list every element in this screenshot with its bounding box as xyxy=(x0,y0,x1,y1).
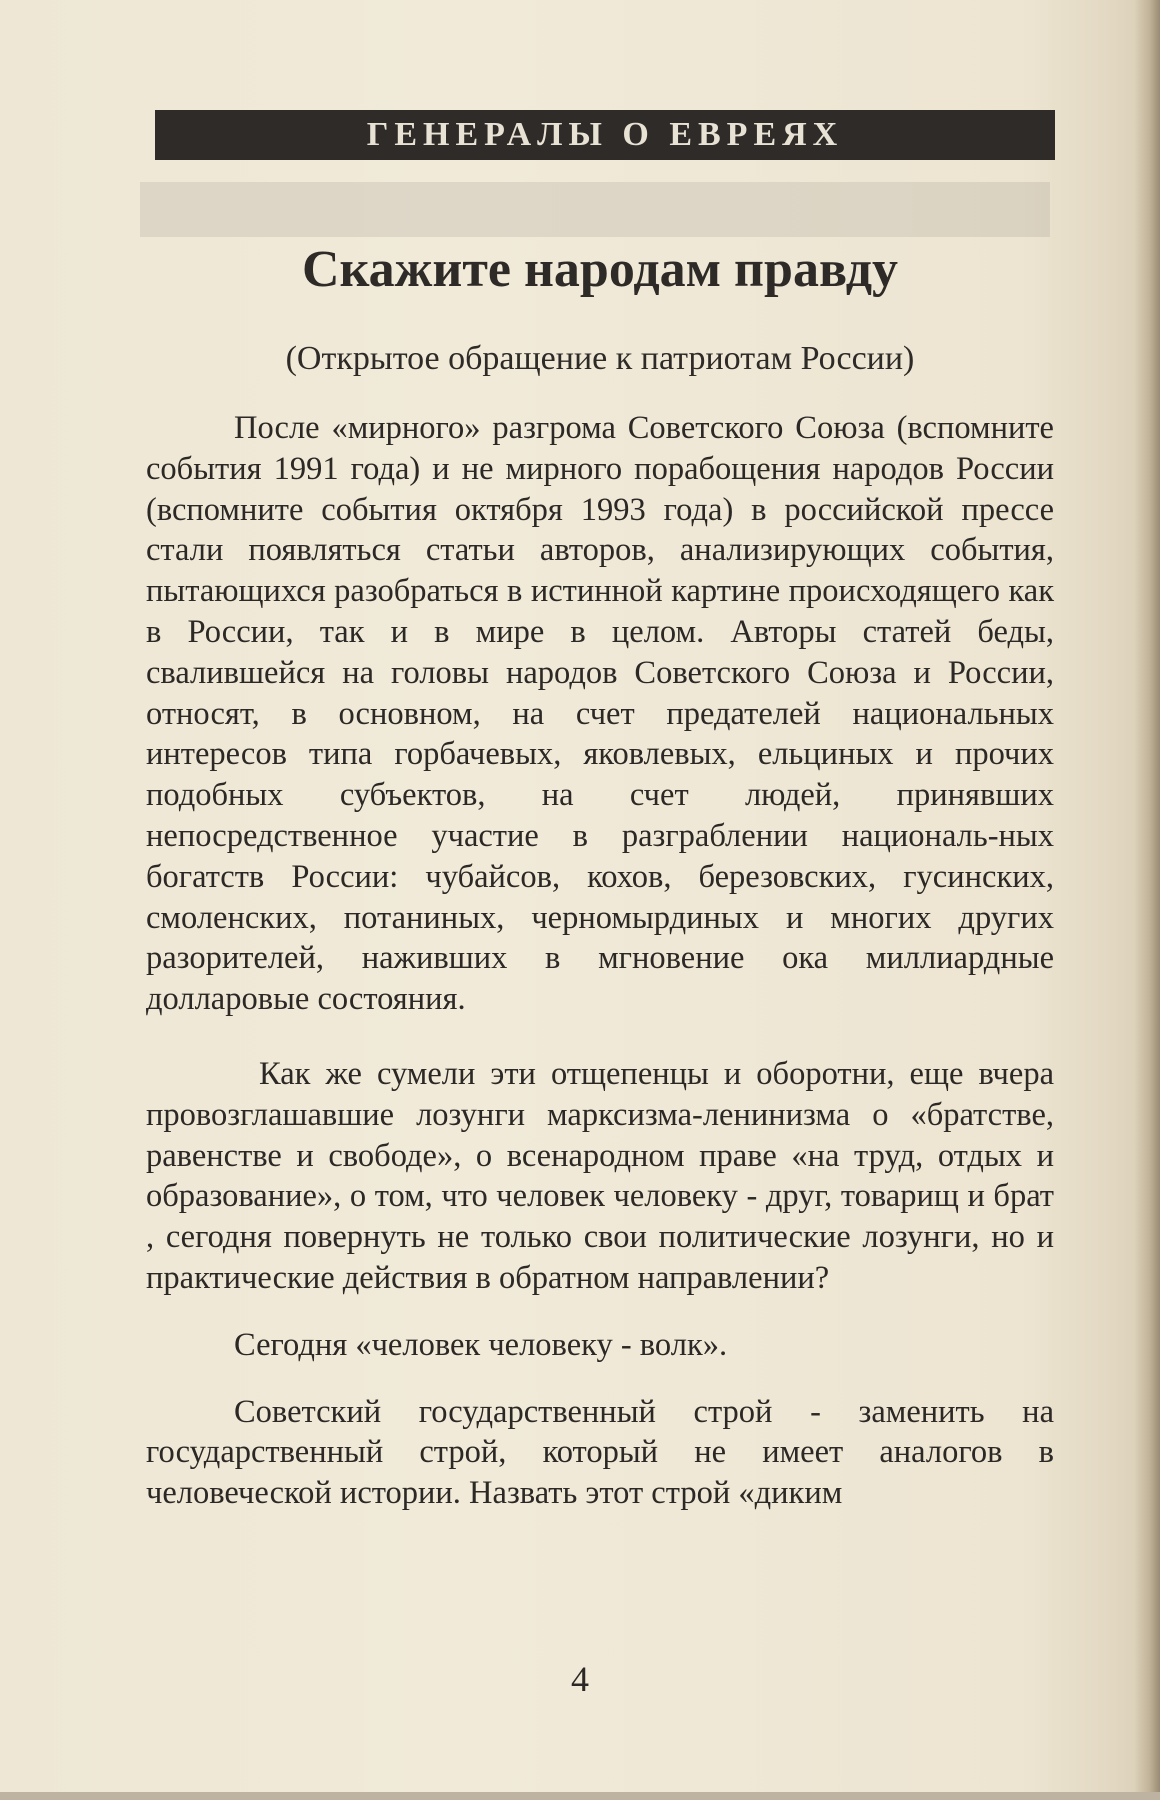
page-number: 4 xyxy=(571,1659,589,1699)
page-binding-shadow xyxy=(1134,0,1160,1800)
paragraph-gap xyxy=(146,1366,1054,1392)
paragraph-gap xyxy=(146,1020,1054,1054)
show-through-bar xyxy=(140,182,1050,237)
paragraph-1: После «мирного» разгрома Советского Союза (вспомните события 1991 года) и не мирного порабощения народов России (вспомните события октября 1993 года) в российской прессе стали появляться статьи авторов, анализирующих события, пытающихся разобраться в истинной картине происходящего как в России, так и в мире в целом. Авторы статей беды, свалившейся на головы народов Советского Союза и России, относят, в основном, на счет предателей национальных интересов типа горбачевых, яковлевых, ельциных и прочих подобных субъектов, на счет людей, принявших непосредственное участие в разграблении националь-ных богатств России: чубайсов, кохов, березовских, гусинских, смоленских, потаниных, черномырдиных и многих других разорителей, наживших в мгновение ока миллиардные долларовые состояния. xyxy=(146,410,1054,1018)
article-body xyxy=(146,408,1054,1514)
paragraph-3: Сегодня «человек человеку - волк». xyxy=(234,1326,728,1363)
paragraph-gap xyxy=(146,1299,1054,1325)
paragraph-2: Как же сумели эти отщепенцы и оборотни, еще вчера провозглашавшие лозунги марксизма-ленинизма о «братстве, равенстве и свободе», о всенародном праве «на труд, отдых и образование», о том, что человек человеку - друг, товарищ и брат , сегодня повернуть не только свои политические лозунги, но и практические действия в обратном направлении? xyxy=(146,1055,1054,1296)
page-bottom-edge xyxy=(0,1792,1160,1800)
article-title: Скажите народам правду xyxy=(301,241,899,298)
section-header-bar xyxy=(155,110,1055,160)
paragraph-4: Советский государственный строй - заменить на государственный строй, который не имеет аналогов в человеческой истории. Назвать этот строй «диким xyxy=(146,1393,1054,1512)
article-subtitle: (Открытое обращение к патриотам России) xyxy=(285,340,915,377)
section-header-title: ГЕНЕРАЛЫ О ЕВРЕЯХ xyxy=(366,116,844,153)
